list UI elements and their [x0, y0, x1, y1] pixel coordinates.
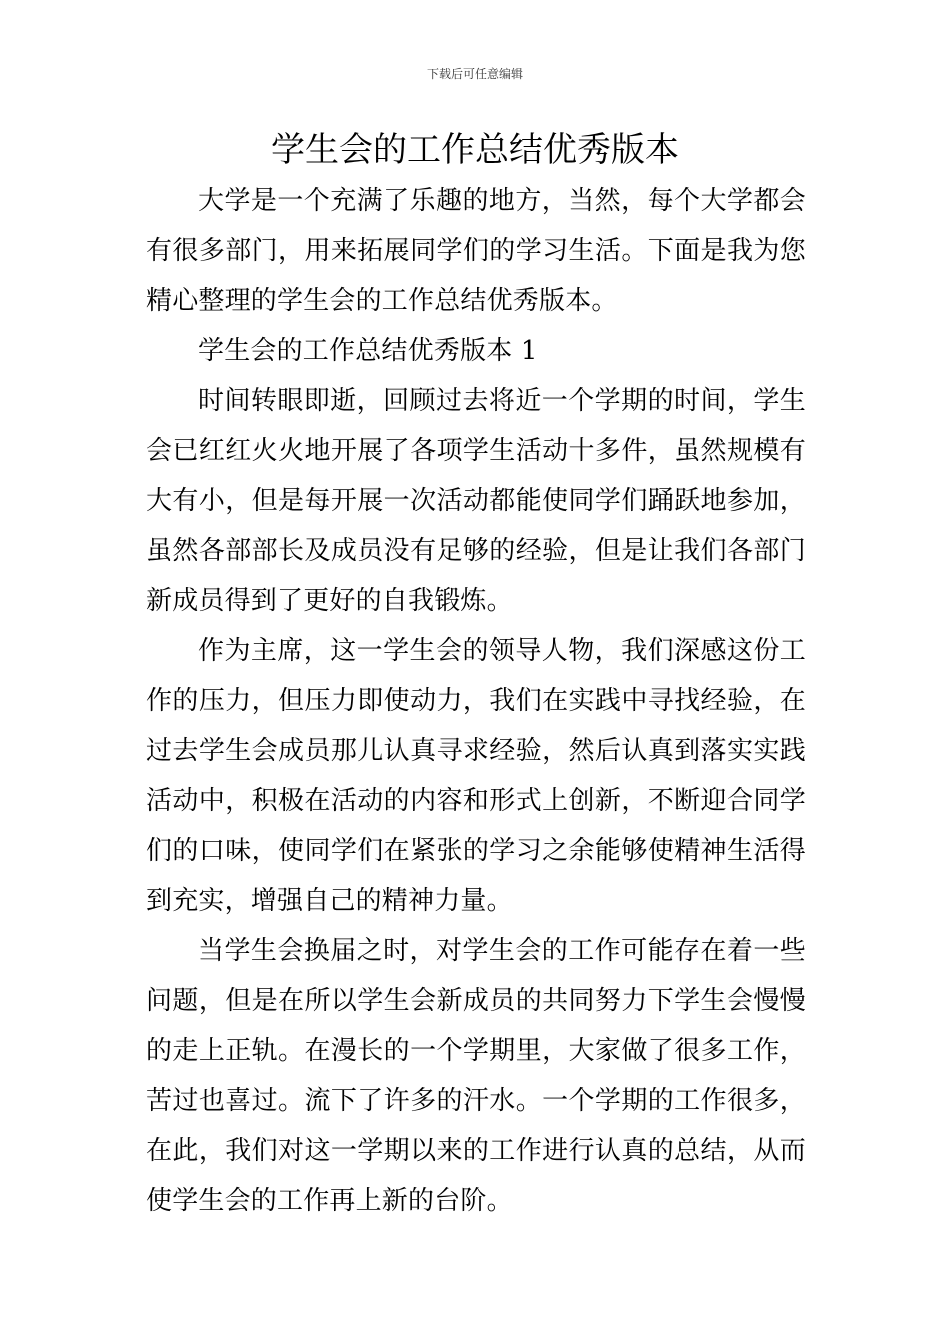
header-note: 下载后可任意编辑 — [426, 67, 523, 81]
body-paragraph: 时间转眼即逝，回顾过去将近一个学期的时间，学生会已红红火火地开展了各项学生活动十多件，虽然规模有大有小，但是每开展一次活动都能使同学们踊跃地参加，虽然各部部长及成员没有足够的经验，但是让我们各部门新成员得到了更好的自我锻炼。 — [146, 386, 806, 616]
document-body — [146, 176, 806, 1226]
section-heading: 学生会的工作总结优秀版本 1 — [198, 336, 538, 366]
body-paragraph: 作为主席，这一学生会的领导人物，我们深感这份工作的压力，但压力即使动力，我们在实践中寻找经验，在过去学生会成员那儿认真寻求经验，然后认真到落实实践活动中，积极在活动的内容和形式上创新，不断迎合同学们的口味，使同学们在紧张的学习之余能够使精神生活得到充实，增强自己的精神力量。 — [146, 636, 806, 916]
document-title: 学生会的工作总结优秀版本 — [271, 130, 679, 170]
intro-paragraph: 大学是一个充满了乐趣的地方，当然，每个大学都会有很多部门，用来拓展同学们的学习生活。下面是我为您精心整理的学生会的工作总结优秀版本。 — [146, 186, 806, 316]
body-paragraph: 当学生会换届之时，对学生会的工作可能存在着一些问题，但是在所以学生会新成员的共同努力下学生会慢慢的走上正轨。在漫长的一个学期里，大家做了很多工作，苦过也喜过。流下了许多的汗水。一个学期的工作很多，在此，我们对这一学期以来的工作进行认真的总结，从而使学生会的工作再上新的台阶。 — [146, 936, 806, 1216]
